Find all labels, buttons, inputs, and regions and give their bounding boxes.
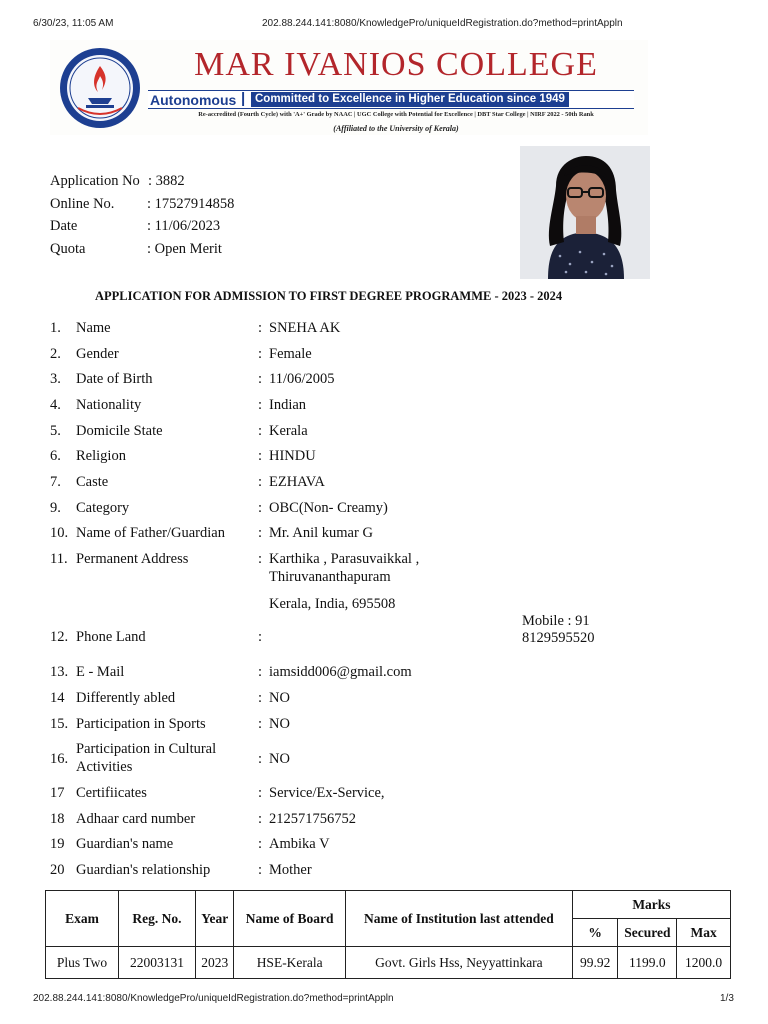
col-header-reg-no: Reg. No. xyxy=(118,891,195,947)
field-label: Name of Father/Guardian xyxy=(76,525,225,541)
field-number: 19 xyxy=(50,836,65,852)
field-number: 7. xyxy=(50,474,61,490)
meta-online-no xyxy=(50,193,370,216)
reaccreditation-line: Re-accredited (Fourth Cycle) with 'A+' Grade by NAAC | UGC College with Potential for Excellence | DBT Star College | NIRF 2022 - 50th Rank xyxy=(198,111,594,118)
col-header-marks: Marks xyxy=(572,891,730,919)
field-colon: : xyxy=(258,690,263,706)
meta-label: Date xyxy=(50,218,78,234)
field-colon: : xyxy=(258,423,263,439)
field-label: Category xyxy=(76,500,130,516)
page-number: 1/3 xyxy=(720,993,734,1004)
address-line-2: Thiruvananthapuram xyxy=(269,569,391,585)
college-banner xyxy=(50,40,648,135)
field-colon: : xyxy=(258,397,263,413)
field-label: Certifiicates xyxy=(76,785,147,801)
academic-marks-table xyxy=(45,890,731,979)
table-header-row xyxy=(46,891,731,919)
meta-value: : Open Merit xyxy=(147,240,222,257)
field-value: Ambika V xyxy=(269,836,330,852)
field-colon: : xyxy=(258,629,263,645)
field-number: 18 xyxy=(50,811,65,827)
field-value: NO xyxy=(269,751,290,767)
field-number: 13. xyxy=(50,664,69,680)
field-colon: : xyxy=(258,500,263,516)
field-colon: : xyxy=(258,751,263,767)
field-colon: : xyxy=(258,811,263,827)
meta-value: : 3882 xyxy=(148,173,185,189)
field-label: Differently abled xyxy=(76,690,176,706)
field-value: 11/06/2005 xyxy=(269,371,335,387)
field-value: NO xyxy=(269,690,290,706)
college-name: MAR IVANIOS COLLEGE xyxy=(194,46,598,83)
col-header-secured: Secured xyxy=(618,919,677,947)
field-label: Domicile State xyxy=(76,423,163,439)
field-number: 9. xyxy=(50,500,61,516)
col-header-year: Year xyxy=(195,891,234,947)
cell-year: 2023 xyxy=(195,947,234,979)
field-value: Service/Ex-Service, xyxy=(269,785,385,801)
field-number: 10. xyxy=(50,525,69,541)
field-label: Guardian's name xyxy=(76,836,174,852)
field-label: Caste xyxy=(76,474,109,490)
meta-quota xyxy=(50,238,370,261)
cell-reg-no: 22003131 xyxy=(118,947,195,979)
field-value: Mother xyxy=(269,862,312,878)
field-value: NO xyxy=(269,716,290,732)
field-value: OBC(Non- Creamy) xyxy=(269,500,388,516)
footer-url: 202.88.244.141:8080/KnowledgePro/uniqueIdRegistration.do?method=printAppln xyxy=(33,993,394,1004)
commitment-label: Committed to Excellence in Higher Education since 1949 xyxy=(251,92,569,107)
field-label: E - Mail xyxy=(76,664,125,680)
field-label: Religion xyxy=(76,448,126,464)
field-colon: : xyxy=(258,551,263,567)
field-label: Gender xyxy=(76,346,119,362)
college-seal-logo xyxy=(58,46,142,130)
mobile-number: 8129595520 xyxy=(522,630,595,646)
form-heading-text: APPLICATION FOR ADMISSION TO FIRST DEGREE PROGRAMME - 2023 - 2024 xyxy=(95,289,563,303)
field-colon: : xyxy=(258,474,263,490)
affiliation-line: (Affiliated to the University of Kerala) xyxy=(333,124,459,133)
field-number: 5. xyxy=(50,423,61,439)
field-label: Date of Birth xyxy=(76,371,153,387)
field-colon: : xyxy=(258,785,263,801)
cell-secured: 1199.0 xyxy=(618,947,677,979)
field-number: 14 xyxy=(50,690,65,706)
field-value: EZHAVA xyxy=(269,474,325,490)
field-value: HINDU xyxy=(269,448,316,464)
table-row xyxy=(46,947,731,979)
field-number: 20 xyxy=(50,862,65,878)
cell-percent: 99.92 xyxy=(572,947,618,979)
field-number: 2. xyxy=(50,346,61,362)
meta-date xyxy=(50,215,370,238)
field-value: iamsidd006@gmail.com xyxy=(269,664,412,680)
field-number: 1. xyxy=(50,320,61,336)
application-meta xyxy=(50,170,370,260)
field-colon: : xyxy=(258,716,263,732)
applicant-photo xyxy=(520,146,650,279)
field-value: 212571756752 xyxy=(269,811,356,827)
meta-label: Application No xyxy=(50,173,140,189)
field-value: SNEHA AK xyxy=(269,320,341,336)
field-label: Phone Land xyxy=(76,629,146,645)
tagline-bar xyxy=(148,90,634,109)
field-value: Female xyxy=(269,346,312,362)
field-label-line-2: Activities xyxy=(76,759,133,775)
field-label: Nationality xyxy=(76,397,142,413)
field-number: 4. xyxy=(50,397,61,413)
field-colon: : xyxy=(258,664,263,680)
field-colon: : xyxy=(258,346,263,362)
field-number: 3. xyxy=(50,371,61,387)
field-colon: : xyxy=(258,525,263,541)
cell-board: HSE-Kerala xyxy=(234,947,345,979)
meta-value: : 11/06/2023 xyxy=(147,218,221,234)
field-colon: : xyxy=(258,371,263,387)
col-header-exam: Exam xyxy=(46,891,119,947)
field-colon: : xyxy=(258,320,263,336)
field-label: Participation in Cultural xyxy=(76,741,217,757)
field-number: 11. xyxy=(50,551,68,567)
address-line-3: Kerala, India, 695508 xyxy=(269,596,396,612)
field-label: Name xyxy=(76,320,111,336)
field-label: Adhaar card number xyxy=(76,811,196,827)
meta-value: : 17527914858 xyxy=(147,195,235,212)
field-value: Mr. Anil kumar G xyxy=(269,525,373,541)
field-colon: : xyxy=(258,836,263,852)
field-number: 15. xyxy=(50,716,69,732)
print-url: 202.88.244.141:8080/KnowledgePro/uniqueIdRegistration.do?method=printAppln xyxy=(262,18,623,29)
col-header-percent: % xyxy=(572,919,618,947)
field-number: 12. xyxy=(50,629,69,645)
cell-exam: Plus Two xyxy=(46,947,119,979)
tagline-separator: | xyxy=(241,90,246,107)
field-value: Kerala xyxy=(269,423,308,439)
meta-application-no xyxy=(50,170,370,193)
field-label: Permanent Address xyxy=(76,551,189,567)
col-header-board: Name of Board xyxy=(234,891,345,947)
autonomous-label: Autonomous xyxy=(150,92,237,108)
field-colon: : xyxy=(258,448,263,464)
meta-label: Online No. xyxy=(50,195,115,212)
cell-institution: Govt. Girls Hss, Neyyattinkara xyxy=(345,947,572,979)
cell-max: 1200.0 xyxy=(677,947,731,979)
field-number: 16. xyxy=(50,751,69,767)
field-label: Participation in Sports xyxy=(76,716,206,732)
field-colon: : xyxy=(258,862,263,878)
print-datetime: 6/30/23, 11:05 AM xyxy=(33,18,114,29)
col-header-max: Max xyxy=(677,919,731,947)
field-value: Indian xyxy=(269,397,307,413)
field-number: 6. xyxy=(50,448,61,464)
field-label: Guardian's relationship xyxy=(76,862,211,878)
col-header-institution: Name of Institution last attended xyxy=(345,891,572,947)
meta-label: Quota xyxy=(50,240,86,257)
field-number: 17 xyxy=(50,785,65,801)
address-line-1: Karthika , Parasuvaikkal , xyxy=(269,551,420,567)
mobile-label: Mobile : 91 xyxy=(522,613,590,629)
